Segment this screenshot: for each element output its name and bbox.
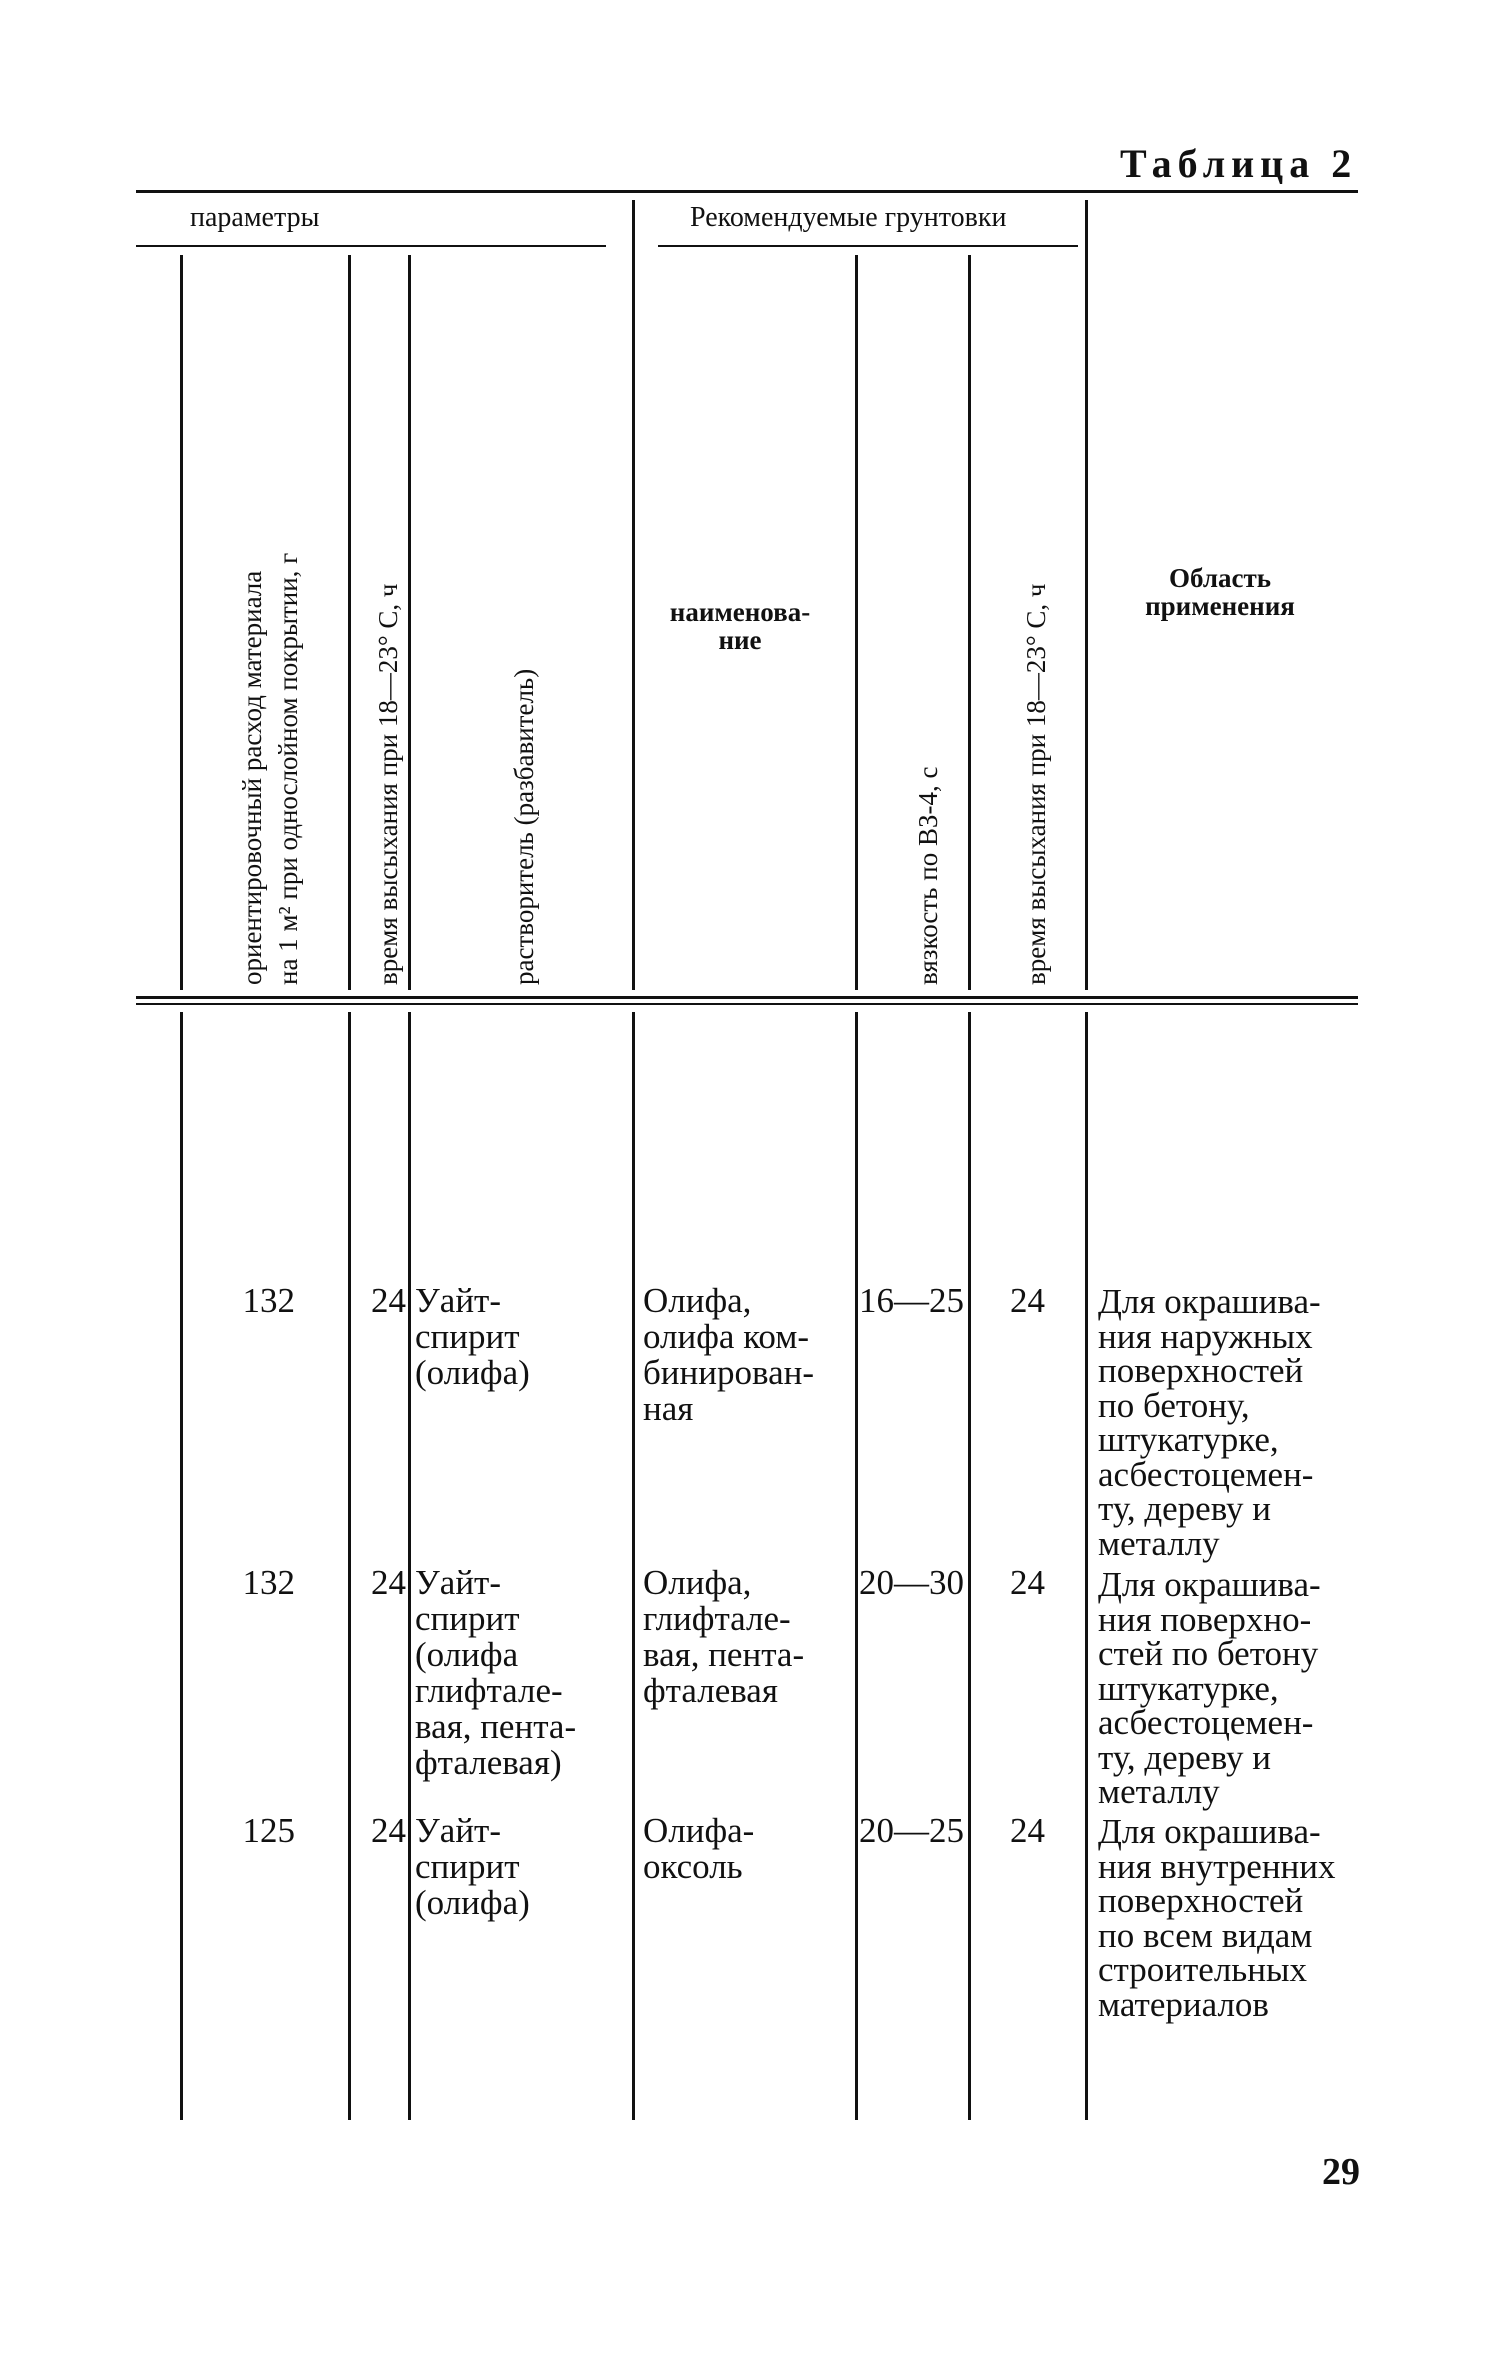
cell-drying-time: 24 — [371, 1563, 406, 1602]
header-separator — [408, 255, 411, 990]
body-separator — [968, 1012, 971, 2120]
cell-viscosity: 20—25 — [859, 1811, 964, 1850]
cell-drying-time: 24 — [371, 1281, 406, 1320]
column-header-application: Область применения — [1145, 563, 1295, 621]
cell-consumption: 125 — [242, 1811, 295, 1850]
cell-application: Для окрашива- ния наружных поверхностей по бетону, штукатурке, асбестоцемен- ту, дереву и металлу — [1098, 1282, 1321, 1563]
column-header-primer-drying-time: время высыхания при 18—23° С, ч — [1021, 583, 1051, 985]
body-separator — [1085, 1012, 1088, 2120]
header-separator — [632, 200, 635, 990]
cell-solvent: Уайт- спирит (олифа глифтале- вая, пента- фталевая) — [415, 1563, 577, 1782]
column-header-consumption-line2: на 1 м² при однослойном покрытии, г — [273, 552, 303, 985]
cell-viscosity: 20—30 — [859, 1563, 964, 1602]
header-separator — [968, 255, 971, 990]
column-header-primer-name: наименова-ние — [669, 597, 811, 655]
body-separator — [180, 1012, 183, 2120]
cell-solvent: Уайт- спирит (олифа) — [415, 1281, 530, 1392]
cell-solvent: Уайт- спирит (олифа) — [415, 1811, 530, 1922]
column-header-solvent: растворитель (разбавитель) — [509, 668, 539, 985]
header-separator — [348, 255, 351, 990]
body-separator — [408, 1012, 411, 2120]
cell-primer-name: Олифа, глифтале- вая, пента- фталевая — [643, 1563, 805, 1710]
cell-consumption: 132 — [242, 1563, 295, 1602]
cell-primer-name: Олифа- оксоль — [643, 1811, 755, 1886]
header-separator — [180, 255, 183, 990]
cell-consumption: 132 — [242, 1281, 295, 1320]
cell-primer-drying-time: 24 — [1010, 1281, 1045, 1320]
header-bottom-rule — [136, 1003, 1358, 1005]
column-header-drying-time: время высыхания при 18—23° С, ч — [373, 583, 403, 985]
header-bottom-rule — [136, 996, 1358, 999]
cell-drying-time: 24 — [371, 1811, 406, 1850]
table-title: Таблица 2 — [1120, 141, 1358, 186]
group-header-parameters: параметры — [190, 202, 320, 233]
parameters-group-rule — [136, 245, 606, 247]
cell-viscosity: 16—25 — [859, 1281, 964, 1320]
primers-group-rule — [658, 245, 1078, 247]
page-number: 29 — [1322, 2151, 1360, 2193]
column-header-viscosity: вязкость по ВЗ-4, с — [913, 766, 943, 985]
cell-application: Для окрашива- ния поверхно- стей по бетону штукатурке, асбестоцемен- ту, дереву и металлу — [1098, 1565, 1321, 1811]
column-header-consumption-line1: ориентировочный расход материала — [237, 570, 267, 985]
body-separator — [855, 1012, 858, 2120]
cell-application: Для окрашива- ния внутренних поверхностей по всем видам строительных материалов — [1098, 1812, 1336, 2024]
header-separator — [855, 255, 858, 990]
cell-primer-drying-time: 24 — [1010, 1811, 1045, 1850]
group-header-primers: Рекомендуемые грунтовки — [690, 202, 1007, 233]
table-top-rule — [136, 190, 1358, 193]
cell-primer-drying-time: 24 — [1010, 1563, 1045, 1602]
header-separator — [1085, 200, 1088, 990]
body-separator — [348, 1012, 351, 2120]
cell-primer-name: Олифа, олифа ком- бинирован- ная — [643, 1281, 814, 1428]
body-separator — [632, 1012, 635, 2120]
